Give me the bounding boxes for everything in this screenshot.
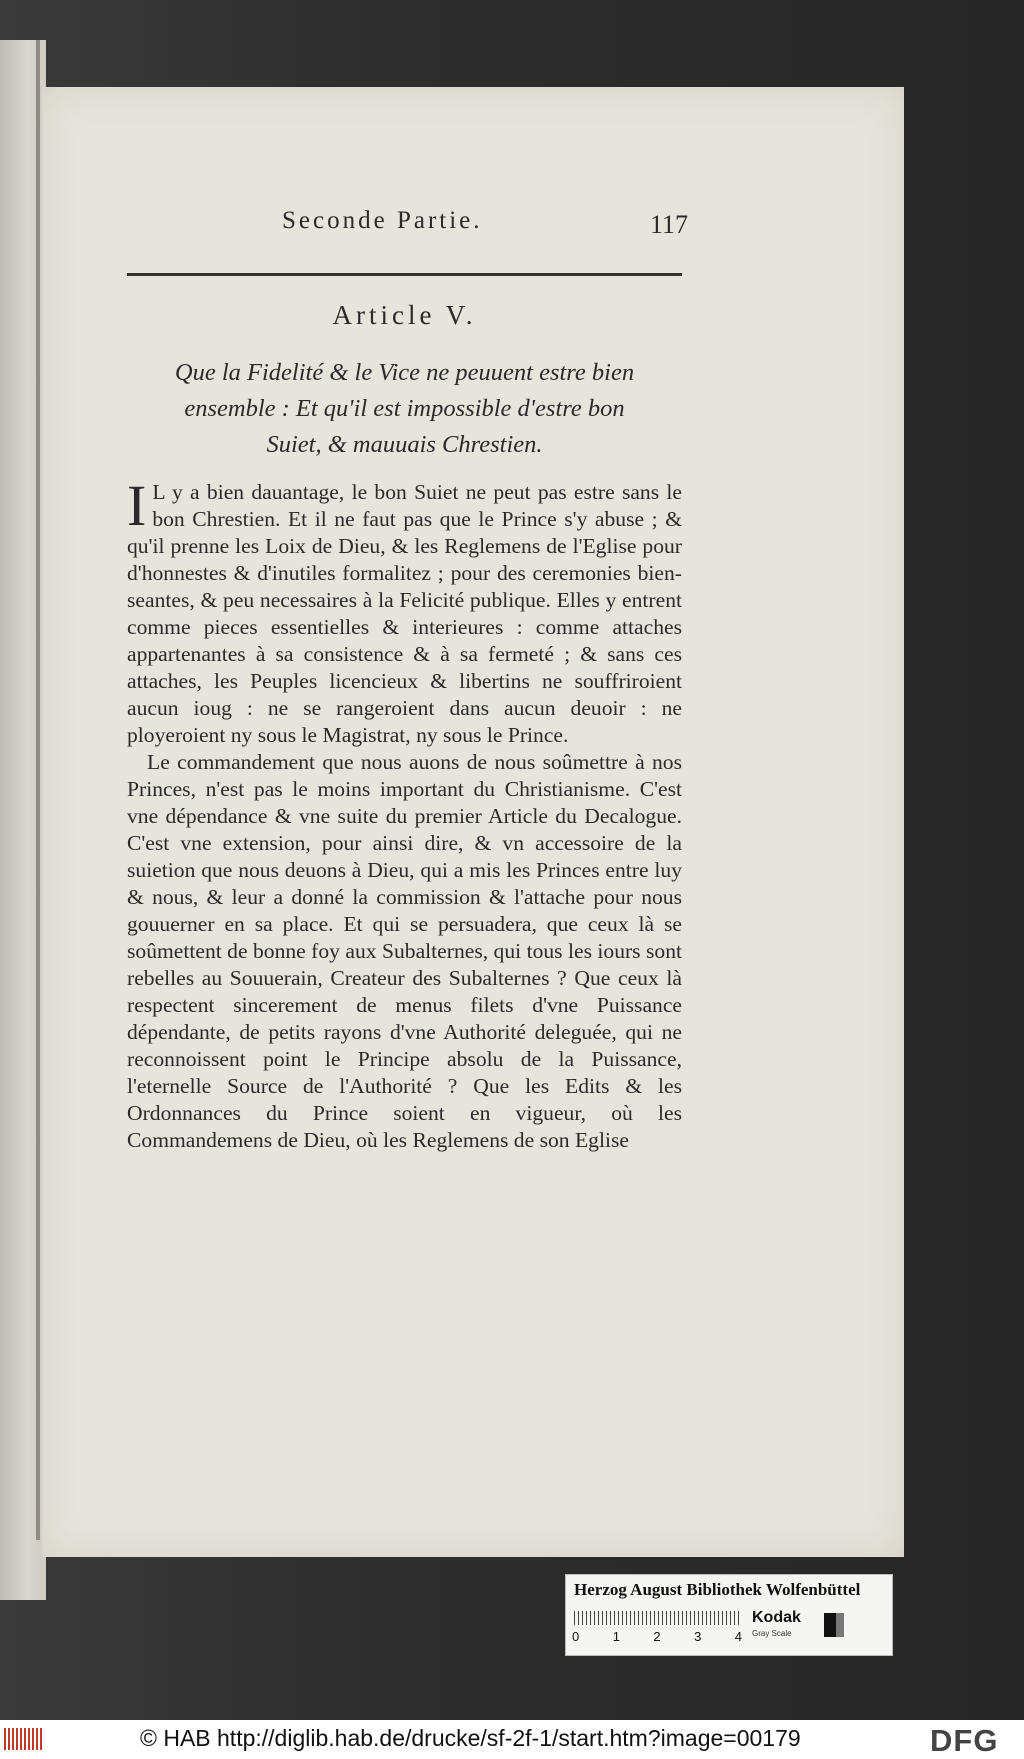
binding-shadow [36,40,40,1540]
copyright-url[interactable]: © HAB http://diglib.hab.de/drucke/sf-2f-1/start.htm?image=00179 [140,1725,801,1751]
paragraph [127,473,682,749]
running-head: Seconde Partie. [282,207,483,234]
subtitle-line: Suiet, & mauuais Chrestien. [266,431,543,458]
barcode-icon [4,1728,44,1750]
gray-swatch-icon [824,1613,844,1637]
subtitle-line: Que la Fidelité & le Vice ne peuuent estre bien [174,359,635,386]
scale-number: 0 [572,1629,580,1644]
dfg-logo: DFG [930,1723,999,1758]
scale-numbers [572,1629,742,1647]
article-title: Article V. [332,300,477,330]
scale-number: 2 [653,1629,661,1644]
article-subtitle [127,355,682,465]
ruler-scale [574,1611,739,1625]
scale-number: 3 [694,1629,702,1644]
header-rule [127,273,682,276]
scale-number: 4 [734,1629,742,1644]
paragraph-text: L y a bien dauantage, le bon Suiet ne peut pas estre sans le bon Chrestien. Et il ne faut pas que le Prince s'y abuse ; & qu'il prenne les Loix de Dieu, & les Reglemens de l'Eglise pour d'honnestes & d'inutiles formalitez ; pour des ceremonies bien-seantes, & peu necessaires à la Felicité publique. Elles y entrent comme pieces essentielles & interieures : comme attaches appartenantes à sa consistence & à sa fermeté ; & sans ces attaches, les Peuples licencieux & libertins ne souffriroient aucun ioug : ne se rangeroient dans aucun deuoir : ne ployeroient ny sous le Magistrat, ny sous le Prince. [127,480,682,747]
body-text [127,473,682,1269]
drop-cap: I [127,473,147,538]
library-color-chart [565,1574,893,1656]
kodak-brand: Kodak [752,1609,801,1626]
library-name: Herzog August Bibliothek Wolfenbüttel [574,1580,861,1599]
subtitle-line: ensemble : Et qu'il est impossible d'estre bon [184,395,625,422]
page-number: 117 [649,210,688,239]
scale-number: 1 [612,1629,620,1644]
gray-scale-label: Gray Scale [752,1629,792,1638]
paragraph: Le commandement que nous auons de nous soûmettre à nos Princes, n'est pas le moins important du Christianisme. C'est vne dépendance & vne suite du premier Article du Decalogue. C'est vne extension, pour ainsi dire, & vn accessoire de la suietion que nous deuons à Dieu, qui a mis les Princes entre luy & nous, & leur a donné la commission & l'attache pour nous gouuerner en sa place. Et qui se persuadera, que ceux là se soûmettent de bonne foy aux Subalternes, qui tous les iours sont rebelles au Souuerain, Createur des Subalternes ? Que ceux là respectent sincerement de menus filets d'vne Puissance dépendante, de petits rayons d'vne Authorité deleguée, qui ne reconnoissent point le Principe absolu de la Puissance, l'eternelle Source de l'Authorité ? Que les Edits & les Ordonnances du Prince soient en vigueur, où les Commandemens de Dieu, où les Reglemens de son Eglise [127,750,682,1152]
footer-bar [0,1720,1024,1759]
